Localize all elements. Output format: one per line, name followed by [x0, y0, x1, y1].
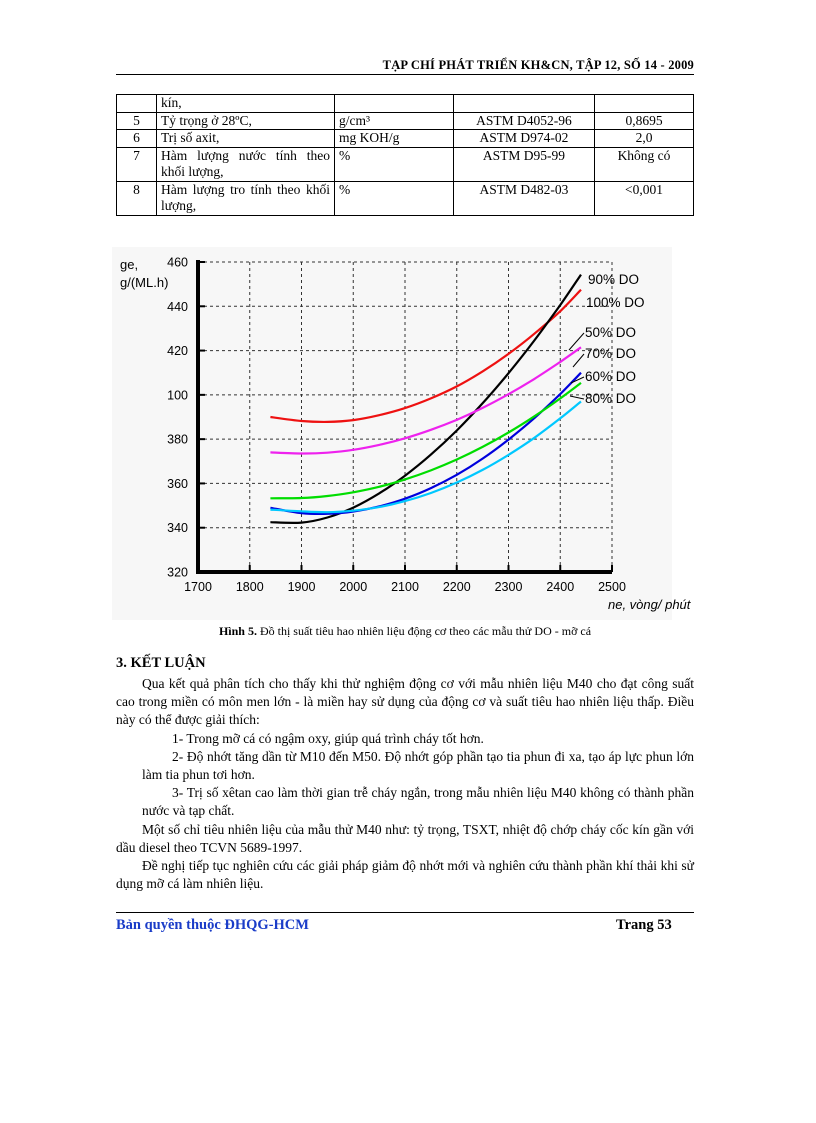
y-tick-label: 100: [167, 388, 188, 403]
footer-page-number: Trang 53: [616, 917, 672, 933]
paragraph: Đề nghị tiếp tục nghiên cứu các giải pháp giảm độ nhớt mới và nghiên cứu thành phần khí thải khi sử dụng mỡ cá làm nhiên liệu.: [116, 858, 694, 892]
y-tick-label: 380: [167, 432, 188, 447]
chart-svg: [112, 247, 691, 620]
cell-unit: %: [335, 147, 454, 181]
cell-value: 2,0: [595, 130, 694, 148]
cell-unit: [335, 95, 454, 113]
list-item: 3- Trị số xêtan cao làm thời gian trễ cháy ngắn, trong mẫu nhiên liệu M40 không có thành phần nước và tạp chất.: [142, 785, 694, 819]
x-tick-label: 2300: [494, 580, 523, 594]
y-tick-label: 320: [167, 565, 188, 580]
y-axis-label-line2: g/(ML.h): [120, 275, 169, 290]
footer-copyright: Bản quyền thuộc ĐHQG-HCM: [116, 917, 309, 933]
legend-label: 70% DO: [585, 346, 637, 361]
y-tick-label: 420: [167, 344, 188, 359]
legend-label: 50% DO: [585, 325, 637, 340]
cell-name: kín,: [157, 95, 335, 113]
footer-rule: [116, 912, 694, 913]
cell-no: 8: [117, 181, 157, 215]
list-item: 1- Trong mỡ cá có ngậm oxy, giúp quá trình cháy tốt hơn.: [172, 730, 484, 746]
legend-label: 90% DO: [588, 272, 640, 287]
caption-text: Đồ thị suất tiêu hao nhiên liệu động cơ theo các mẫu thử DO - mỡ cá: [256, 624, 592, 638]
legend-label: 60% DO: [585, 369, 637, 384]
journal-header: TẠP CHÍ PHÁT TRIỂN KH&CN, TẬP 12, SỐ 14 - 2009: [382, 58, 694, 72]
cell-no: 7: [117, 147, 157, 181]
cell-name: Tỷ trọng ở 28ºC,: [157, 112, 335, 130]
cell-value: 0,8695: [595, 112, 694, 130]
x-tick-label: 2100: [391, 580, 419, 594]
x-tick-label: 2500: [598, 580, 626, 594]
cell-unit: mg KOH/g: [335, 130, 454, 148]
x-axis-label: ne, vòng/ phút: [608, 597, 691, 612]
table-row: [117, 112, 694, 130]
caption-label: Hình 5.: [218, 624, 257, 638]
y-tick-label: 440: [167, 299, 188, 314]
cell-name: Trị số axit,: [157, 130, 335, 148]
cell-value: <0,001: [595, 181, 694, 215]
cell-no: 6: [117, 130, 157, 148]
cell-no: [117, 95, 157, 113]
body-text: [116, 675, 694, 893]
x-tick-label: 1900: [287, 580, 316, 594]
paragraph: Một số chỉ tiêu nhiên liệu của mẫu thử M40 như: tỷ trọng, TSXT, nhiệt độ chớp cháy cốc kín gần với dầu diesel theo TCVN 5689-1997.: [116, 821, 694, 855]
cell-unit: %: [335, 181, 454, 215]
list-item: 2- Độ nhớt tăng dần từ M10 đến M50. Độ nhớt góp phần tạo tia phun đi xa, tạo áp lực phun lớn làm tia phun tơi hơn.: [142, 748, 694, 783]
y-tick-label: 360: [167, 476, 188, 491]
properties-table: [116, 94, 694, 216]
cell-no: 5: [117, 112, 157, 130]
table-row: [117, 95, 694, 113]
x-tick-label: 1800: [235, 580, 264, 594]
cell-name: Hàm lượng nước tính theo khối lượng,: [157, 147, 335, 181]
table-row: [117, 130, 694, 148]
section-title: 3. KẾT LUẬN: [116, 655, 206, 671]
cell-method: [454, 95, 595, 113]
cell-method: ASTM D974-02: [454, 130, 595, 148]
paragraph: Qua kết quả phân tích cho thấy khi thử nghiệm động cơ với mẫu nhiên liệu M40 cho đạt công suất cao trong miền có môn men lớn - là miền hay sử dụng của động cơ và suất tiêu hao nhiên liệu thấp. Điều này có thể được giải thích:: [116, 676, 694, 728]
table-row: [117, 181, 694, 215]
cell-unit: g/cm³: [335, 112, 454, 130]
x-tick-label: 2000: [339, 580, 368, 594]
x-tick-label: 2200: [442, 580, 471, 594]
cell-name: Hàm lượng tro tính theo khối lượng,: [157, 181, 335, 215]
y-axis-label-line1: ge,: [120, 257, 139, 272]
cell-value: Không có: [595, 147, 694, 181]
cell-value: [595, 95, 694, 113]
y-tick-label: 460: [167, 255, 188, 270]
fuel-consumption-chart: [112, 247, 691, 620]
header-rule: [116, 74, 694, 75]
cell-method: ASTM D95-99: [454, 147, 595, 181]
figure-caption: [116, 624, 694, 639]
x-tick-label: 1700: [184, 580, 212, 594]
y-tick-label: 340: [167, 521, 188, 536]
x-tick-label: 2400: [546, 580, 575, 594]
legend-label: 100% DO: [586, 295, 645, 310]
table-row: [117, 147, 694, 181]
legend-label: 80% DO: [585, 391, 637, 406]
cell-method: ASTM D4052-96: [454, 112, 595, 130]
cell-method: ASTM D482-03: [454, 181, 595, 215]
